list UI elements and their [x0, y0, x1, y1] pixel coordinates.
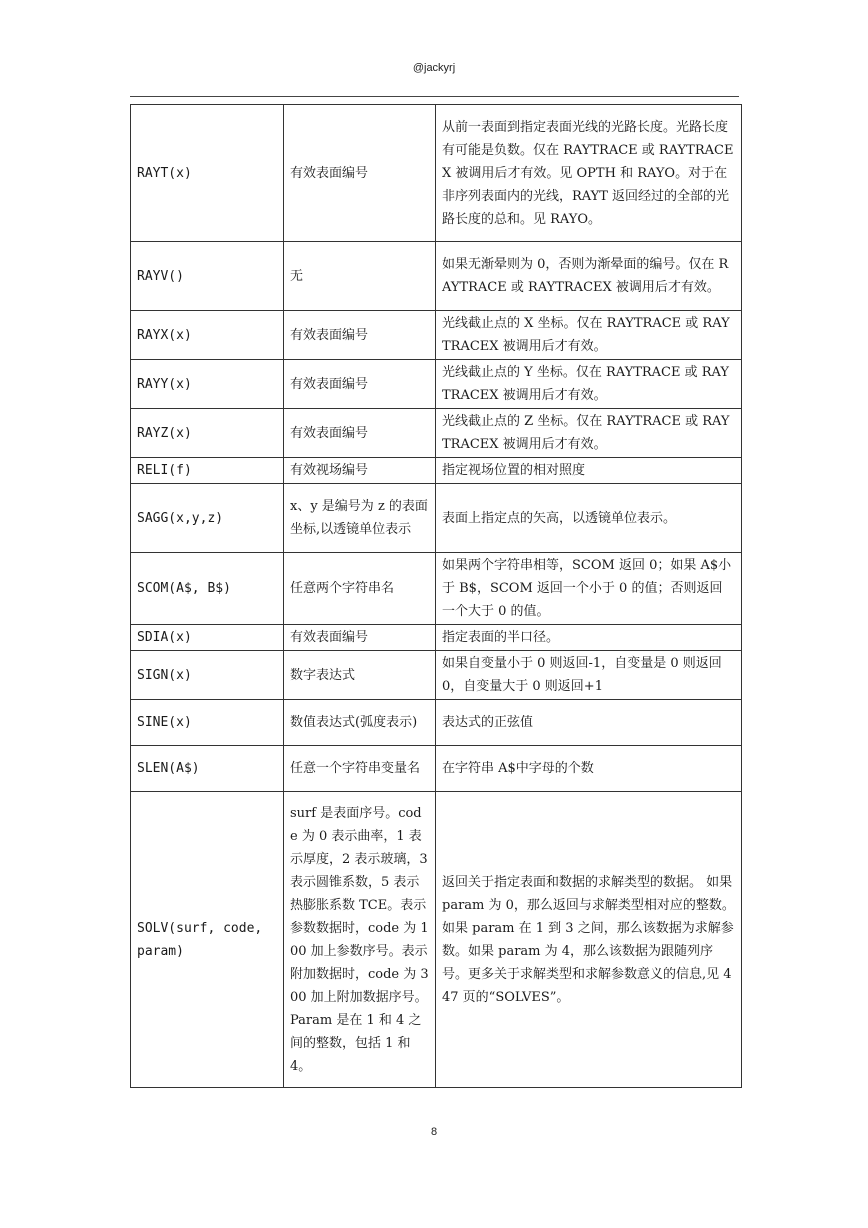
table-row — [131, 746, 742, 792]
function-name-cell: SINE(x) — [131, 700, 284, 746]
function-name-cell: SLEN(A$) — [131, 746, 284, 792]
function-name-cell: SDIA(x) — [131, 625, 284, 651]
argument-cell: 有效表面编号 — [284, 360, 436, 409]
function-name-cell: RAYT(x) — [131, 105, 284, 242]
argument-cell: 有效视场编号 — [284, 458, 436, 484]
table-row — [131, 700, 742, 746]
table-row — [131, 458, 742, 484]
argument-cell: 数字表达式 — [284, 651, 436, 700]
description-cell: 从前一表面到指定表面光线的光路长度。光路长度有可能是负数。仅在 RAYTRACE 或 RAYTRACEX 被调用后才有效。见 OPTH 和 RAYO。对于在非序列表面内的光线，RAYT 返回经过的全部的光路长度的总和。见 RAYO。 — [436, 105, 742, 242]
argument-cell: 有效表面编号 — [284, 409, 436, 458]
function-name-cell: SAGG(x,y,z) — [131, 484, 284, 553]
function-name-cell: SIGN(x) — [131, 651, 284, 700]
table-row — [131, 651, 742, 700]
table-row — [131, 484, 742, 553]
header-divider — [130, 96, 739, 97]
description-cell: 如果自变量小于 0 则返回-1，自变量是 0 则返回 0，自变量大于 0 则返回+1 — [436, 651, 742, 700]
function-name-cell: RELI(f) — [131, 458, 284, 484]
description-cell: 表面上指定点的矢高，以透镜单位表示。 — [436, 484, 742, 553]
argument-cell: 任意两个字符串名 — [284, 553, 436, 625]
table-row — [131, 792, 742, 1088]
function-name-cell: SCOM(A$, B$) — [131, 553, 284, 625]
description-cell: 光线截止点的 X 坐标。仅在 RAYTRACE 或 RAYTRACEX 被调用后才有效。 — [436, 311, 742, 360]
argument-cell: surf 是表面序号。code 为 0 表示曲率，1 表示厚度，2 表示玻璃，3 表示圆锥系数，5 表示热膨胀系数 TCE。表示参数数据时，code 为 100 加上参数序号。表示附加数据时，code 为 300 加上附加数据序号。Param 是在 1 和 4 之间的整数，包括 1 和 4。 — [284, 792, 436, 1088]
function-name-cell: RAYZ(x) — [131, 409, 284, 458]
function-name-cell: RAYV() — [131, 242, 284, 311]
argument-cell: 有效表面编号 — [284, 311, 436, 360]
table-row — [131, 409, 742, 458]
page-header-author: @jackyrj — [412, 62, 456, 74]
table-row — [131, 625, 742, 651]
argument-cell: 无 — [284, 242, 436, 311]
function-name-cell: RAYX(x) — [131, 311, 284, 360]
argument-cell: 数值表达式(弧度表示) — [284, 700, 436, 746]
description-cell: 在字符串 A$中字母的个数 — [436, 746, 742, 792]
description-cell: 指定表面的半口径。 — [436, 625, 742, 651]
description-cell: 返回关于指定表面和数据的求解类型的数据。 如果 param 为 0，那么返回与求解类型相对应的整数。如果 param 在 1 到 3 之间，那么该数据为求解参数。如果 param 为 4，那么该数据为跟随列序号。更多关于求解类型和求解参数意义的信息,见 447 页的“SOLVES”。 — [436, 792, 742, 1088]
description-cell: 表达式的正弦值 — [436, 700, 742, 746]
page-number: 8 — [430, 1126, 438, 1138]
description-cell: 指定视场位置的相对照度 — [436, 458, 742, 484]
function-table — [130, 104, 742, 1088]
table-row — [131, 553, 742, 625]
table-row — [131, 242, 742, 311]
argument-cell: x、y 是编号为 z 的表面坐标,以透镜单位表示 — [284, 484, 436, 553]
argument-cell: 任意一个字符串变量名 — [284, 746, 436, 792]
description-cell: 如果无渐晕则为 0，否则为渐晕面的编号。仅在 RAYTRACE 或 RAYTRACEX 被调用后才有效。 — [436, 242, 742, 311]
description-cell: 光线截止点的 Z 坐标。仅在 RAYTRACE 或 RAYTRACEX 被调用后才有效。 — [436, 409, 742, 458]
table-row — [131, 311, 742, 360]
table-row — [131, 105, 742, 242]
function-name-cell: RAYY(x) — [131, 360, 284, 409]
description-cell: 光线截止点的 Y 坐标。仅在 RAYTRACE 或 RAYTRACEX 被调用后才有效。 — [436, 360, 742, 409]
table-row — [131, 360, 742, 409]
argument-cell: 有效表面编号 — [284, 105, 436, 242]
argument-cell: 有效表面编号 — [284, 625, 436, 651]
description-cell: 如果两个字符串相等，SCOM 返回 0；如果 A$小于 B$，SCOM 返回一个小于 0 的值；否则返回一个大于 0 的值。 — [436, 553, 742, 625]
function-name-cell: SOLV(surf, code, param) — [131, 792, 284, 1088]
